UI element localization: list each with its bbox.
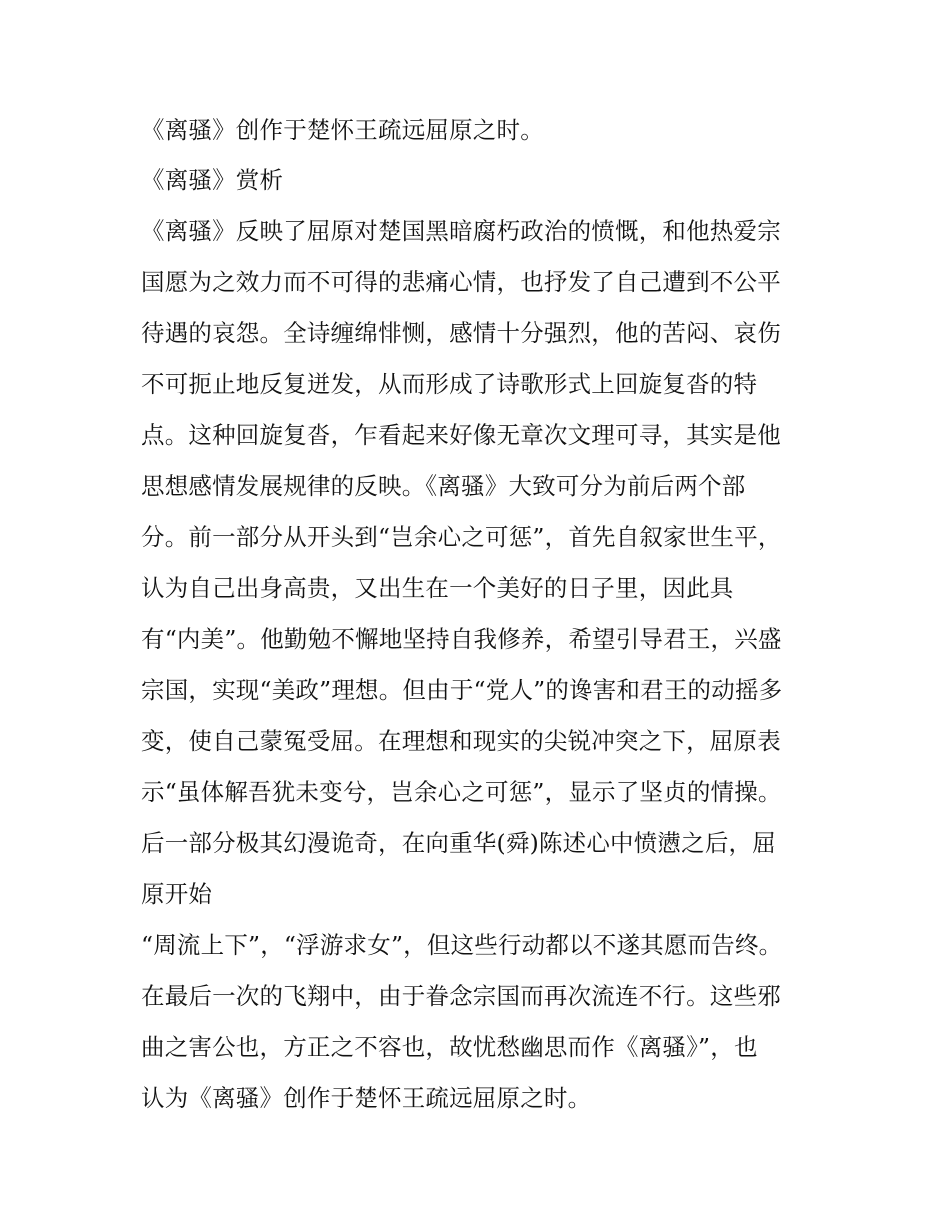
text-line-12: 宗国，实现“美政”理想。但由于“党人”的谗害和君王的动摇多 [141,676,783,704]
text-line-11: 有“内美”。他勤勉不懈地坚持自我修养，希望引导君王，兴盛 [141,625,782,653]
text-line-7: 点。这种回旋复沓，乍看起来好像无章次文理可寻，其实是他 [141,421,781,449]
section-heading: 《离骚》赏析 [141,166,284,194]
text-line-6: 不可扼止地反复迸发，从而形成了诗歌形式上回旋复沓的特 [141,370,758,398]
text-line-17: “周流上下”，“浮游求女”，但这些行动都以不遂其愿而告终。 [141,931,783,959]
text-line-9: 分。前一部分从开头到“岂余心之可惩”，首先自叙家世生平， [141,523,782,551]
text-line-5: 待遇的哀怨。全诗缠绵悱恻，感情十分强烈，他的苦闷、哀伤 [141,319,781,347]
text-line-14: 示“虽体解吾犹未变兮，岂余心之可惩”，显示了坚贞的情操。 [141,778,782,806]
text-line-13: 变，使自己蒙冤受屈。在理想和现实的尖锐冲突之下，屈原表 [141,727,781,755]
text-line-4: 国愿为之效力而不可得的悲痛心情，也抒发了自己遭到不公平 [141,268,781,296]
text-line-20: 认为《离骚》创作于楚怀王疏远屈原之时。 [141,1084,592,1112]
text-line-18: 在最后一次的飞翔中，由于眷念宗国而再次流连不行。这些邪 [141,982,781,1010]
text-line-8: 思想感情发展规律的反映。《离骚》大致可分为前后两个部 [141,472,746,500]
text-line-15: 后一部分极其幻漫诡奇，在向重华(舜)陈述心中愤懑之后，屈 [141,829,776,857]
text-line-16: 原开始 [141,880,213,908]
text-line-10: 认为自己出身高贵，又出生在一个美好的日子里，因此具 [141,574,734,602]
text-line-19: 曲之害公也，方正之不容也，故忧愁幽思而作《离骚》”，也 [141,1033,758,1061]
text-line-3: 《离骚》反映了屈原对楚国黑暗腐朽政治的愤慨，和他热爱宗 [141,217,781,245]
text-line-1: 《离骚》创作于楚怀王疏远屈原之时。 [141,116,544,144]
